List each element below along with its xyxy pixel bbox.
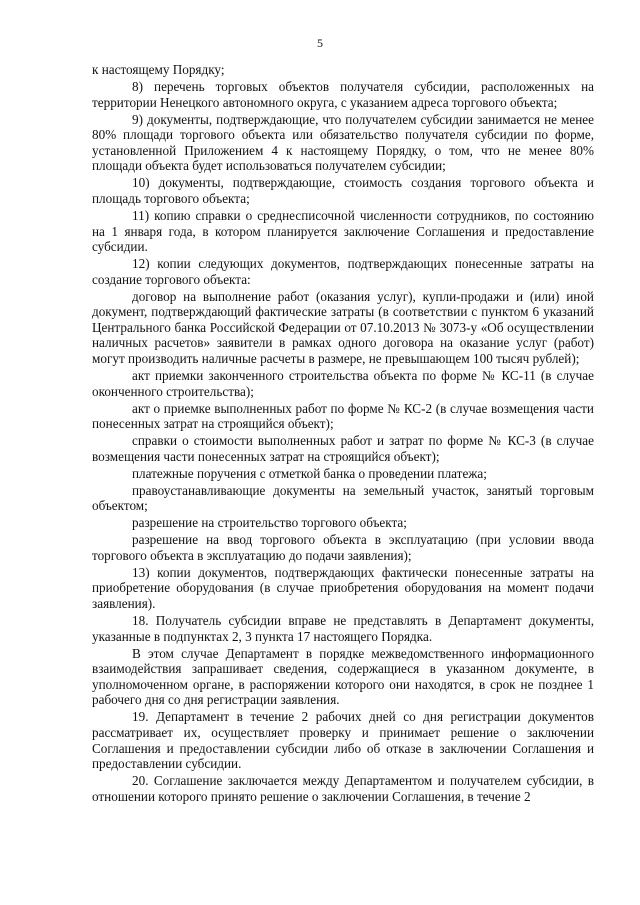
paragraph-clause-19: 19. Департамент в течение 2 рабочих дней со дня регистрации документов рассматривает их, осуществляет проверку и принимает решение о заключении Соглашения и предоставлении субсидии либо об отказе в заключении Соглашения и предоставлении субсидии. [92,709,594,772]
paragraph-item-12-ks2: акт о приемке выполненных работ по форме № КС-2 (в случае возмещения части понесенных затрат на строящийся объект); [92,400,594,432]
paragraph-item-12-commission: разрешение на ввод торгового объекта в эксплуатацию (при условии ввода торгового объекта в эксплуатацию до подачи заявления); [92,532,594,563]
document-body [92,62,594,806]
paragraph-item-12-contract: договор на выполнение работ (оказания услуг), купли-продажи и (или) иной документ, подтверждающий фактические затраты (в соответствии с пунктом 6 указаний Центрального банка Российской Федерации от 07.10.2013 № 3073-у «Об осуществлении наличных расчетов» заявители в рамках одного договора на оказание услуг (работ) могут производить наличные расчеты в размере, не превышающем 100 тысяч рублей); [92,288,594,367]
paragraph-item-12: 12) копии следующих документов, подтверждающих понесенные затраты на создание торгового объекта: [92,256,594,287]
paragraph-clause-20: 20. Соглашение заключается между Департаментом и получателем субсидии, в отношении которого принято решение о заключении Соглашения, в течение 2 [92,773,594,804]
paragraph-clause-18-note: В этом случае Департамент в порядке межведомственного информационного взаимодействия запрашивает сведения, содержащиеся в указанном документе, в уполномоченном органе, в распоряжении которого они находятся, в срок не позднее 1 рабочего дня со дня регистрации заявления. [92,645,594,708]
paragraph-item-10: 10) документы, подтверждающие, стоимость создания торгового объекта и площадь торгового объекта; [92,175,594,206]
paragraph-item-9: 9) документы, подтверждающие, что получателем субсидии занимается не менее 80% площади торгового объекта или обязательство получателя субсидии по форме, установленной Приложением 4 к настоящему Порядку, о том, что не менее 80% площади объекта будет использоваться получателем субсидии; [92,111,594,174]
paragraph-item-8: 8) перечень торговых объектов получателя субсидии, расположенных на территории Ненецкого автономного округа, с указанием адреса торгового объекта; [92,78,594,110]
paragraph-item-11: 11) копию справки о среднесписочной численности сотрудников, по состоянию на 1 января года, в котором планируется заключение Соглашения и предоставление субсидии. [92,207,594,255]
paragraph-clause-18: 18. Получатель субсидии вправе не представлять в Департамент документы, указанные в подпунктах 2, 3 пункта 17 настоящего Порядка. [92,613,594,644]
paragraph-item-12-permit: разрешение на строительство торгового объекта; [132,515,407,531]
paragraph-item-12-land: правоустанавливающие документы на земельный участок, занятый торговым объектом; [92,482,594,514]
paragraph-item-12-payment: платежные поручения с отметкой банка о проведении платежа; [132,465,487,481]
paragraph-item-13: 13) копии документов, подтверждающих фактически понесенные затраты на приобретение оборудования (в случае приобретения оборудования на момент подачи заявления). [92,564,594,612]
paragraph-item-12-ks3: справки о стоимости выполненных работ и затрат по форме № КС-3 (в случае возмещения части понесенных затрат на строящийся объект); [92,433,594,464]
paragraph-p-continuation: к настоящему Порядку; [92,62,225,77]
page-number: 5 [317,36,323,50]
paragraph-item-12-ks11: акт приемки законченного строительства объекта по форме № КС-11 (в случае оконченного строительства); [92,368,594,399]
